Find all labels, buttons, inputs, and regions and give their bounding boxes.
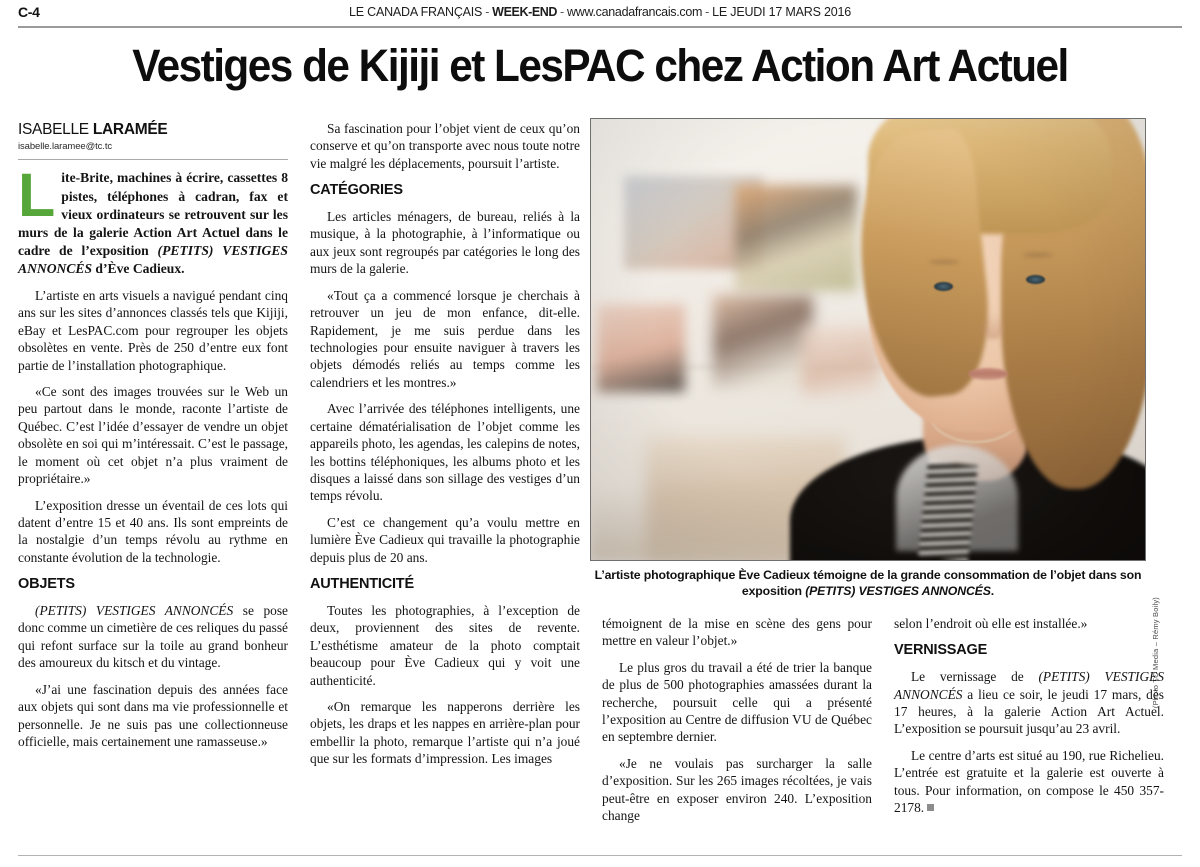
paragraph-c4-p2-lead: Le vernissage de [911,669,1039,685]
lede-exhibition-title: (PETITS) VESTIGES ANNONCÉS [18,242,288,276]
subhead-objets: OBJETS [18,576,75,593]
paragraph-c1-p4 [18,602,288,672]
edition-name: WEEK-END [492,5,558,19]
photo-vignette [591,119,1145,560]
paragraph-c2-p5: C’est ce changement qu’a voulu mettre en lumière Ève Cadieux qui travaille la photographie depuis plus de 20 ans. [310,514,580,565]
lede-paragraph [18,161,288,277]
publication-name: LE CANADA FRANÇAIS [348,5,483,19]
byline-first-name: ISABELLE [18,120,93,138]
photo-credit: (Photo TC Media – Rémy Boily) [1151,596,1160,709]
article-body [18,120,1182,850]
subhead-categories: CATÉGORIES [310,182,403,199]
paragraph-c1-p3: L’exposition dresse un éventail de ces lots qui datent d’entre 15 et 40 ans. Ils sont empreints de la nostalgie d’un temps révolu au rythme en constante évolution de la technologie. [18,497,288,565]
paragraph-c2-p6: Toutes les photographies, à l’exception de deux, proviennent des sites de revente. L’esthétisme amateur de la photo comptait beaucoup pour Ève Cadieux qui y voit une authenticité. [310,602,580,688]
paragraph-c4-p1: selon l’endroit où elle est installée.» [894,615,1088,631]
paragraph-c2-p4: Avec l’arrivée des téléphones intelligents, une certaine dématérialisation de l’objet comme les appareils photo, les agendas, les calepins de notes, les bottins téléphoniques, les albums photo et les disques a laissé dans son sillage des vestiges d’un temps révolu. [310,401,580,504]
paragraph-c4-p2-rest: a lieu ce soir, le jeudi 17 mars, dès 17 heures, à la galerie Action Art Actuel. L’exposition se poursuit jusqu’au 23 avril. [894,686,1164,737]
masthead-separator-3: - [705,5,710,19]
issue-date: LE JEUDI 17 MARS 2016 [712,5,852,19]
paragraph-c4-p3 [894,747,1164,817]
article-headline: Vestiges de Kijiji et LesPAC chez Action Art Actuel [132,40,1068,91]
paragraph-c1-p4-rest: se pose donc comme un cimetière de ces reliques du passé qui refont surface sur la toile au grand bonheur des amoureux du kitsch et du vintage. [18,603,288,671]
page-folio: C-4 [18,4,40,20]
paragraph-c3-p3: «Je ne voulais pas surcharger la salle d’exposition. Sur les 265 images récoltées, je vais peut-être en exposer environ 240. L’exposition change [602,755,872,824]
page-bottom-rule [18,855,1182,856]
column-4 [894,615,1164,826]
byline-email[interactable]: isabelle.laramee@tc.tc [18,141,113,153]
byline-author [18,120,288,140]
lede-text: ite-Brite, machines à écrire, cassettes 8 pistes, téléphones à cadran, fax et vieux ordinateurs se retrouvent sur les murs de la galerie Action Art Actuel dans le cadre de l’exposition [18,170,288,258]
end-mark-icon [927,804,934,811]
paragraph-c1-p1: L’artiste en arts visuels a navigué pendant cinq ans sur les sites d’annonces classés tels que Kijiji, eBay et LesPAC.com pour regrouper les objets obsolètes en vente. Près de 250 d’entre eux font partie de l’installation photographique. [18,287,288,373]
article-photo [590,118,1146,561]
subhead-authenticite: AUTHENTICITÉ [310,576,414,593]
photo-caption [590,568,1146,599]
paragraph-c2-p7: «On remarque les napperons derrière les objets, les draps et les nappes en arrière-plan pour embellir la photo, remarque l’artiste qui n’a joué que sur les formats d’impression. Les images [310,699,580,767]
byline-last-name: LARAMÉE [92,120,168,138]
masthead-rule [18,26,1182,28]
masthead-separator-2: - [560,5,564,19]
paragraph-c4-p2 [894,668,1164,738]
column-1 [18,120,288,760]
drop-cap: L [18,161,56,230]
photo-caption-exhibition-title: (PETITS) VESTIGES ANNONCÉS [805,583,991,598]
paragraph-c1-p2: «Ce sont des images trouvées sur le Web un peu partout dans le monde, raconte l’artiste de Québec. C’est l’idée d’essayer de vendre un objet obsolète en soi qui m’intéressait. C’est le passage, le moment où cet objet n’a plus vraiment de propriétaire.» [18,384,288,487]
lede-tail: d’Ève Cadieux. [92,260,185,276]
subhead-vernissage: VERNISSAGE [894,642,988,659]
masthead-separator-1: - [485,5,490,19]
paragraph-c2-p1: Sa fascination pour l’objet vient de ceux qu’on conserve et qu’on transporte avec nous toute notre vie malgré les déplacements, poursuit l’artiste. [310,120,580,171]
paragraph-c2-p3: «Tout ça a commencé lorsque je cherchais à retrouver un jeu de mon enfance, dit-elle. Rapidement, je me suis perdue dans les technologies pour ensuite naviguer à travers les objets démodés reliés au temps comme les calendriers et les montres.» [310,287,580,390]
byline-rule [18,159,288,160]
column-3 [602,615,872,834]
exhibition-title-inline-1: (PETITS) VESTIGES ANNONCÉS [35,603,234,619]
photo-caption-end: . [990,583,995,598]
paragraph-c3-p1: témoignent de la mise en scène des gens pour mettre en valeur l’objet.» [602,615,872,649]
paragraph-c2-p2: Les articles ménagers, de bureau, reliés à la musique, à la photographie, à l’informatique ou aux jeux sont regroupés par catégories le long des murs de la galerie. [310,209,580,277]
masthead-center-line [18,5,1182,19]
paragraph-c1-p5: «J’ai une fascination depuis des années face aux objets qui sont dans ma vie professionnelle et personnelle. Je ne suis pas une collectionneuse officielle, mais certainement une ramasseuse.» [18,681,288,750]
column-2 [310,120,580,777]
masthead [18,0,1182,24]
paragraph-c3-p2: Le plus gros du travail a été de trier la banque de plus de 500 photographies amassées durant la recherche, poursuit celle qui a présenté l’exposition au Centre de diffusion VU de Québec en septembre dernier. [602,659,872,745]
photo-caption-lead: L’artiste photographique Ève Cadieux témoigne de la grande consommation de l’objet dans son exposition [594,567,1142,598]
paragraph-c4-p3-text: Le centre d’arts est situé au 190, rue Richelieu. L’entrée est gratuite et la galerie est ouverte à tous. Pour information, on compose le 450 357-2178. [894,747,1164,816]
exhibition-title-inline-2: (PETITS) VESTIGES ANNONCÉS [894,669,1164,702]
website-url[interactable]: www.canadafrancais.com [567,5,703,19]
